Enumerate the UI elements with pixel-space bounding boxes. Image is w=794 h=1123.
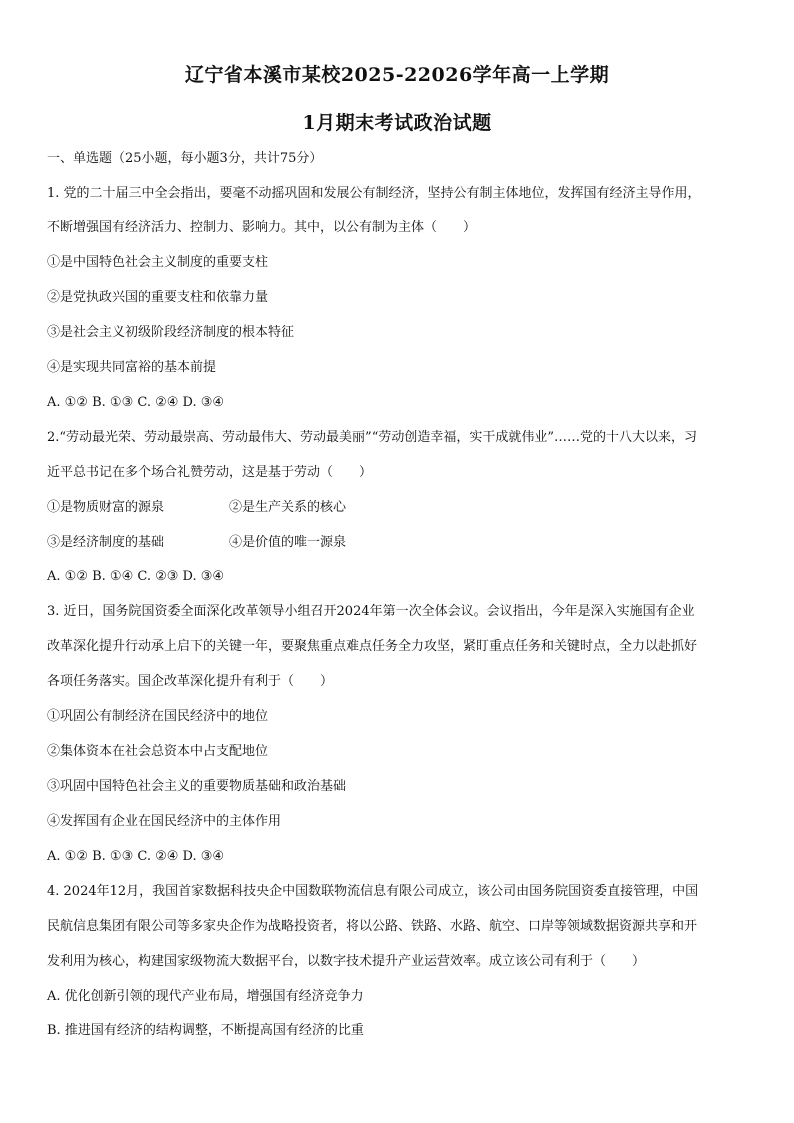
exam-title-line-2: 1月期末考试政治试题 [302, 112, 492, 134]
q3-item-1: ①巩固公有制经济在国民经济中的地位 [47, 709, 269, 724]
exam-title-line-1: 辽宁省本溪市某校2025-22026学年高一上学期 [184, 64, 610, 86]
q1-stem-line-2: 不断增强国有经济活力、控制力、影响力。其中，以公有制为主体（ ） [47, 220, 477, 235]
q3-item-2: ②集体资本在社会总资本中占支配地位 [47, 744, 269, 759]
q2-item-2: ②是生产关系的核心 [229, 500, 347, 515]
q4-option-b: B. 推进国有经济的结构调整，不断提高国有经济的比重 [47, 1023, 364, 1038]
q4-stem-line-1: 4. 2024年12月，我国首家数据科技央企中国数联物流信息有限公司成立，该公司由国务院国资委直接管理，中国 [47, 884, 699, 899]
q2-item-4: ④是价值的唯一源泉 [229, 535, 347, 550]
q3-choices: A. ①② B. ①③ C. ②④ D. ③④ [47, 849, 225, 864]
q1-stem-line-1: 1. 党的二十届三中全会指出，要毫不动摇巩固和发展公有制经济，坚持公有制主体地位，发挥国有经济主导作用， [47, 186, 701, 201]
q1-item-1: ①是中国特色社会主义制度的重要支柱 [47, 255, 269, 270]
q2-items-row-2 [47, 534, 347, 552]
q3-stem-line-3: 各项任务落实。国企改革深化提升有利于（ ） [47, 674, 334, 689]
q3-stem-line-1: 3. 近日，国务院国资委全面深化改革领导小组召开2024年第一次全体会议。会议指出，今年是深入实施国有企业 [47, 604, 695, 619]
q3-item-3: ③巩固中国特色社会主义的重要物质基础和政治基础 [47, 779, 347, 794]
q1-item-4: ④是实现共同富裕的基本前提 [47, 360, 217, 375]
section-heading: 一、单选题（25小题，每小题3分，共计75分） [47, 151, 323, 166]
q1-item-2: ②是党执政兴国的重要支柱和依靠力量 [47, 290, 269, 305]
q4-stem-line-3: 发利用为核心，构建国家级物流大数据平台，以数字技术提升产业运营效率。成立该公司有利于（ ） [47, 954, 646, 969]
q2-choices: A. ①② B. ①④ C. ②③ D. ③④ [47, 569, 225, 584]
q1-item-3: ③是社会主义初级阶段经济制度的根本特征 [47, 325, 295, 340]
q1-choices: A. ①② B. ①③ C. ②④ D. ③④ [47, 395, 225, 410]
q3-stem-line-2: 改革深化提升行动承上启下的关键一年，要聚焦重点难点任务全力攻坚，紧盯重点任务和关键时点，全力以赴抓好 [47, 639, 698, 654]
q2-stem-line-1: 2.“劳动最光荣、劳动最崇高、劳动最伟大、劳动最美丽”“劳动创造幸福，实干成就伟业”……党的十八大以来，习 [47, 430, 697, 445]
q2-stem-line-2: 近平总书记在多个场合礼赞劳动，这是基于劳动（ ） [47, 465, 373, 480]
q2-item-1: ①是物质财富的源泉 [47, 500, 165, 515]
q2-item-3: ③是经济制度的基础 [47, 535, 165, 550]
q4-option-a: A. 优化创新引领的现代产业布局，增强国有经济竞争力 [47, 989, 364, 1004]
q4-stem-line-2: 民航信息集团有限公司等多家央企作为战略投资者，将以公路、铁路、水路、航空、口岸等领域数据资源共享和开 [47, 919, 698, 934]
q2-items-row-1 [47, 499, 347, 517]
q3-item-4: ④发挥国有企业在国民经济中的主体作用 [47, 814, 282, 829]
